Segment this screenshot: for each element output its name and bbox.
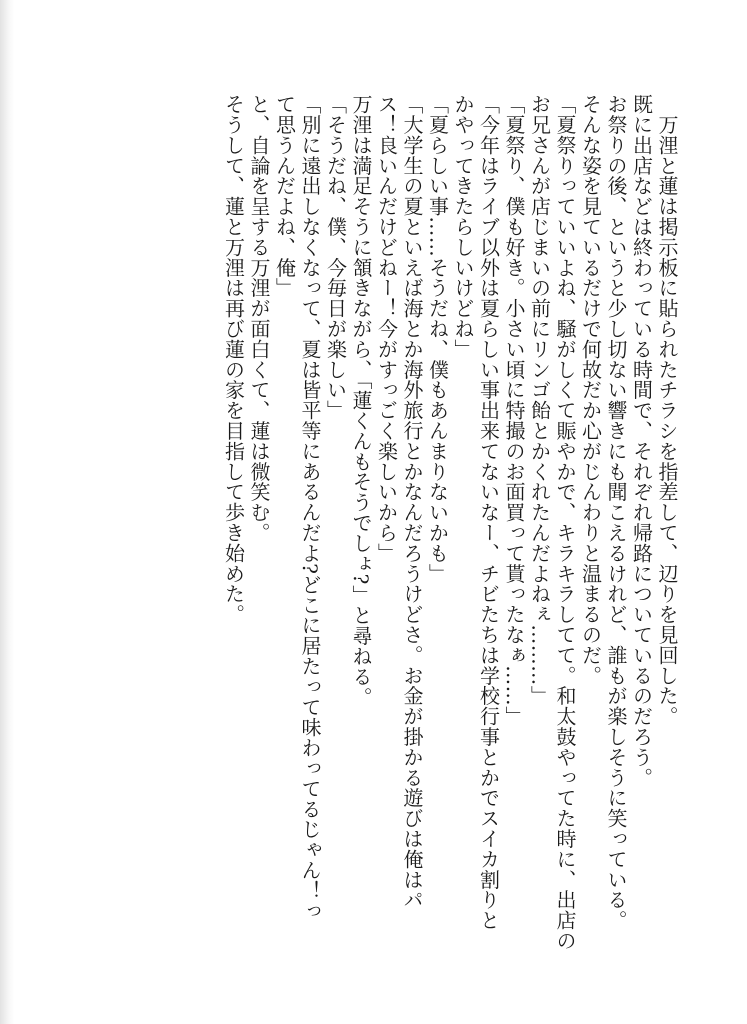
text-line: 「今年はライブ以外は夏らしい事出来てないなー、チビたちは学校行事とかでスイカ割りと [476,94,501,931]
text-line: 「そうだね、僕、今毎日が楽しい」 [323,94,348,421]
text-line: と、自論を呈する万浬が面白くて、蓮は微笑む。 [247,94,271,543]
text-line: 万浬は満足そうに頷きながら、「蓮くんもそうでしょ?」と尋ねる。 [349,94,373,708]
text-line: 「夏祭りっていいよね、騒がしくて賑やかで、キラキラしてて。和太鼓やってた時に、出店の [553,94,577,951]
text-line: 「大学生の夏といえば海とか海外旅行とかなんだろうけどさ。お金が掛かる遊びは俺はパ [400,94,424,910]
text-line: お兄さんが店じまいの前にリンゴ飴とかくれたんだよねぇ………」 [527,94,552,706]
vertical-text-body [220,94,679,1024]
text-line: かやってきたらしいけどね」 [451,94,475,360]
text-line: 既に出店などは終わっている時間で、それぞれ帰路についているのだろう。 [629,94,654,788]
text-line: て思うんだよね、俺」 [272,94,297,298]
text-line: 「別に遠出しなくなって、夏は皆平等にあるんだよ?どこに居たって味わってるじゃん！っ [298,94,322,922]
text-line: 万浬と蓮は掲示板に貼られたチラシを指差して、辺りを見回した。 [655,94,679,727]
text-line: ス！良いんだけどねー！今がすっごく楽しいから」 [374,94,399,564]
text-line: そんな姿を見ているだけで何故だか心がじんわりと温まるのだ。 [578,94,603,686]
text-line: 「夏祭り、僕も好き。小さい頃に特撮のお面買って貰ったなぁ……」 [502,94,526,727]
text-line: 「夏らしい事……そうだね、僕もあんまりないかも」 [425,94,450,584]
page-edge-shadow [0,0,14,1024]
text-line: お祭りの後、というと少し切ない響きにも聞こえるけれど、誰もが楽しそうに笑っている。 [604,94,628,931]
text-line: そうして、蓮と万浬は再び蓮の家を目指して歩き始めた。 [221,94,246,625]
